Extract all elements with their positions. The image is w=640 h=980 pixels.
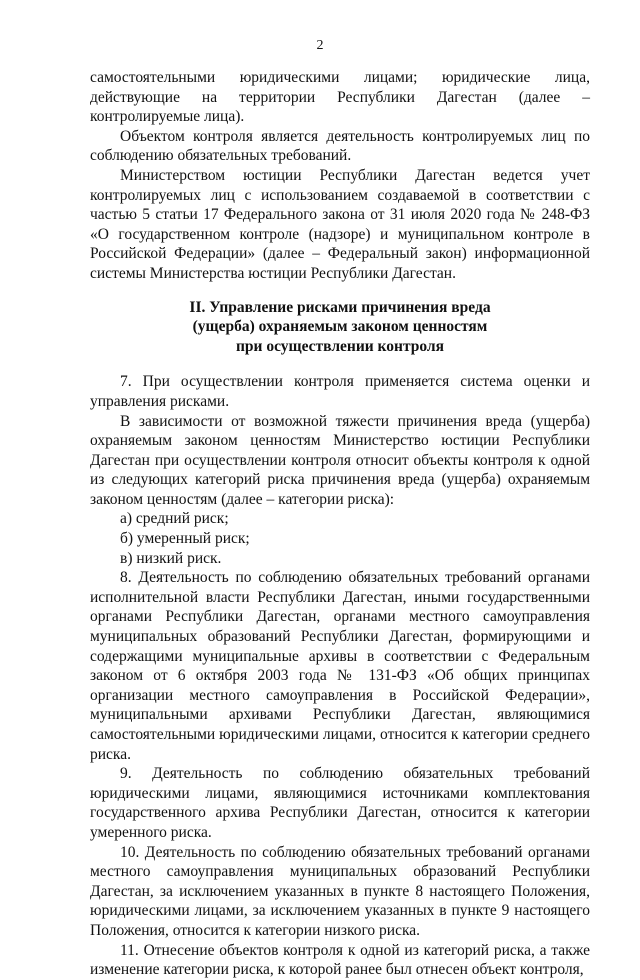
- section-heading-line-3: при осуществлении контроля: [235, 337, 445, 355]
- paragraph-7: 7. При осуществлении контроля применяется система оценки и управления рисками.: [90, 373, 590, 410]
- paragraph-11: 11. Отнесение объектов контроля к одной из категорий риска, а также изменение категории риска, к которой ранее был отнесен объект контроля,: [90, 941, 590, 979]
- section-heading-line-2: (ущерба) охраняемым законом ценностям: [192, 318, 488, 336]
- section-heading: [90, 298, 590, 357]
- paragraph-7-categories: В зависимости от возможной тяжести причинения вреда (ущерба) охраняемым законом ценностям Министерство юстиции Республики Дагестан при осуществлении контроля относит объекты контроля к одной из следующих категорий риска причинения вреда (ущерба) охраняемым законом ценностям (далее – категории риска):: [90, 412, 590, 508]
- risk-category-medium: а) средний риск;: [120, 510, 229, 528]
- risk-category-moderate: б) умеренный риск;: [120, 530, 250, 548]
- paragraph-9: 9. Деятельность по соблюдению обязательных требований юридическими лицами, являющимися источниками комплектования государственного архива Республики Дагестан, относится к категории умеренного риска.: [90, 765, 590, 841]
- continued-paragraph: самостоятельными юридическими лицами; юридические лица, действующие на территории Республики Дагестан (далее – контролируемые лица).: [90, 69, 590, 126]
- section-heading-line-1: II. Управление рисками причинения вреда: [189, 298, 491, 316]
- page-number: 2: [316, 38, 324, 53]
- document-body: [90, 68, 590, 980]
- paragraph-10: 10. Деятельность по соблюдению обязательных требований органами местного самоуправления муниципальных образований Республики Дагестан, за исключением указанных в пункте 8 настоящего Положения, юридическими лицами, за исключением указанных в пункте 9 настоящего Положения, относится к категории низкого риска.: [90, 843, 590, 939]
- registry-paragraph: Министерством юстиции Республики Дагестан ведется учет контролируемых лиц с использованием создаваемой в соответствии с частью 5 статьи 17 Федерального закона от 31 июля 2020 года № 248-ФЗ «О государственном контроле (надзоре) и муниципальном контроле в Российской Федерации» (далее – Федеральный закон) информационной системы Министерства юстиции Республики Дагестан.: [90, 166, 590, 282]
- object-of-control-paragraph: Объектом контроля является деятельность контролируемых лиц по соблюдению обязательных требований.: [90, 127, 590, 165]
- risk-category-low: в) низкий риск.: [120, 549, 222, 567]
- paragraph-8: 8. Деятельность по соблюдению обязательных требований органами исполнительной власти Республики Дагестан, иными государственными органами Республики Дагестан, органами местного самоуправления муниципальных образований Республики Дагестан, формирующими и содержащими муниципальные архивы в соответствии с Федеральным законом от 6 октября 2003 года № 131-ФЗ «Об общих принципах организации местного самоуправления в Российской Федерации», муниципальными архивами Республики Дагестан, являющимися самостоятельными юридическими лицами, относится к категории среднего риска.: [90, 569, 590, 763]
